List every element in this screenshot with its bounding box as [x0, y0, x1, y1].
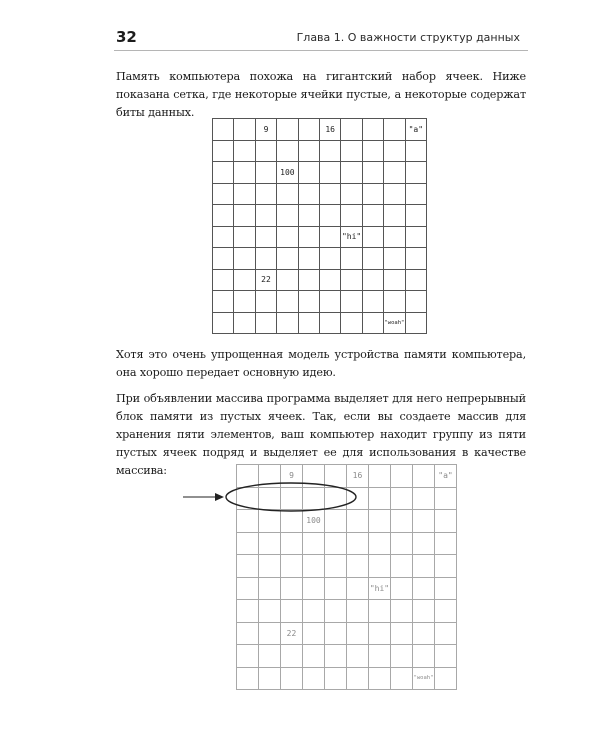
array-grid-cell-filled: 16 — [347, 465, 369, 488]
memory-grid-cell-filled: "a" — [406, 119, 427, 141]
memory-grid-cell-filled: 22 — [256, 270, 277, 292]
memory-grid-cell-filled: 9 — [256, 119, 277, 141]
memory-grid-cell-filled: 100 — [277, 162, 298, 184]
page-number: 32 — [116, 28, 137, 46]
memory-grid-cell-filled: "woah" — [384, 313, 405, 335]
array-grid-cell-filled: "hi" — [369, 578, 391, 601]
chapter-title: Глава 1. О важности структур данных — [296, 31, 520, 44]
array-grid-cell-filled: 100 — [303, 510, 325, 533]
paragraph-memory-intro: Память компьютера похожа на гигантский набор ячеек. Ниже показана сетка, где некоторые ячейки пустые, а некоторые содержат биты данных. — [116, 70, 526, 119]
array-grid-cell-filled: 9 — [281, 465, 303, 488]
memory-grid-cell-filled: 16 — [320, 119, 341, 141]
memory-grid-cell-filled: "hi" — [341, 227, 362, 249]
pointer-arrow-head — [215, 493, 224, 501]
array-grid-cell-filled: "woah" — [413, 668, 435, 691]
paragraph-array-allocation: При объявлении массива программа выделяет для него непрерывный блок памяти из пустых ячеек. Так, если вы создаете массив для хранения пяти элементов, ваш компьютер находит группу из пяти пустых ячеек подряд и выделяет ее для использования в качестве массива: — [116, 392, 526, 477]
paragraph-simplified-model: Хотя это очень упрощенная модель устройства памяти компьютера, она хорошо передает основную идею. — [116, 348, 526, 379]
array-grid-cell-filled: "a" — [435, 465, 457, 488]
array-grid-cell-filled: 22 — [281, 623, 303, 646]
array-block-ellipse — [226, 483, 356, 511]
